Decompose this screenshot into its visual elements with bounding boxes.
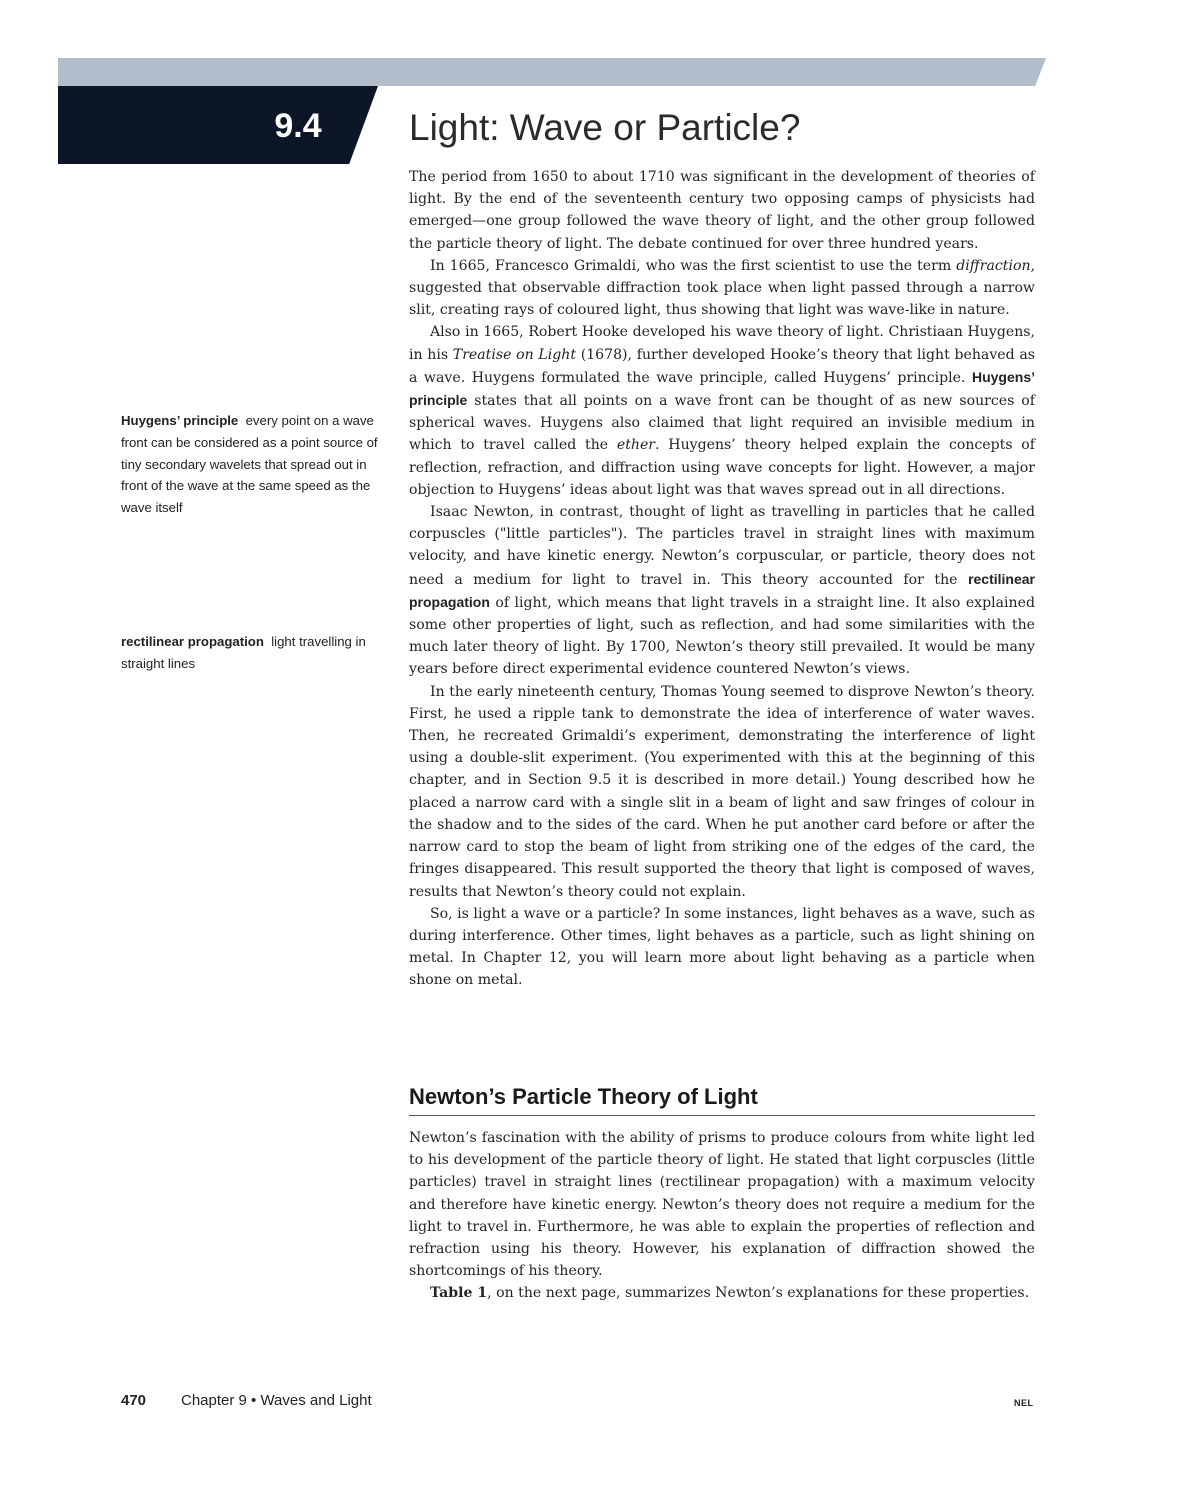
book-title: Treatise on Light: [452, 346, 576, 363]
margin-note-huygens: [121, 410, 379, 519]
margin-note-definition: every point on a wave front can be considered as a point source of tiny secondary wavelets that spread out in front of the wave at the same speed as the wave itself: [121, 413, 378, 516]
margin-note-term: rectilinear propagation: [121, 634, 264, 649]
body-text: [409, 166, 1035, 992]
header-band: [58, 58, 1046, 86]
paragraph: Newton’s fascination with the ability of prisms to produce colours from white light led to his development of the particle theory of light. He stated that light corpuscles (little particles) travel in straight lines (rectilinear propagation) with a maximum velocity and therefore have kinetic energy. Newton’s theory does not require a medium for the light to travel in. Furthermore, he was able to explain the properties of reflection and refraction using his theory. However, his explanation of diffraction showed the shortcomings of his theory.: [409, 1130, 1035, 1280]
table-reference[interactable]: Table 1: [430, 1285, 488, 1302]
paragraph: Also in 1665, Robert Hooke developed his wave theory of light. Christiaan Huygens, in his Treatise on Light (1678), further developed Hooke’s theory that light behaved as a wave. Huygens formulated the wave principle, called Huygens’ principle. Huygens’ principle states that all points on a wave front can be thought of as new sources of spherical waves. Huygens also claimed that light required an invisible medium in which to travel called the ether. Huygens’ theory helped explain the concepts of reflection, refraction, and diffraction using wave concepts for light. However, a major objection to Huygens’ ideas about light was that waves spread out in all directions.: [409, 324, 1035, 498]
section-number: 9.4: [274, 107, 322, 145]
margin-note-rectilinear: [121, 631, 379, 675]
subsection-text: [409, 1127, 1035, 1305]
term-ether: ether: [616, 437, 656, 454]
paragraph: The period from 1650 to about 1710 was significant in the development of theories of light. By the end of the seventeenth century two opposing camps of physicists had emerged—one group followed the wave theory of light, and the other group followed the particle theory of light. The debate continued for over three hundred years.: [409, 169, 1035, 252]
subsection-heading: Newton’s Particle Theory of Light: [409, 1084, 1035, 1116]
paragraph: Table 1, on the next page, summarizes Newton’s explanations for these properties.: [430, 1285, 1030, 1302]
paragraph: So, is light a wave or a particle? In some instances, light behaves as a wave, such as during interference. Other times, light behaves as a particle, such as light shining on metal. In Chapter 12, you will learn more about light behaving as a particle when shone on metal.: [409, 905, 1035, 989]
section-title: Light: Wave or Particle?: [409, 107, 801, 148]
publisher-mark: NEL: [1014, 1398, 1034, 1408]
key-term-rectilinear: rectilinear propagation: [409, 570, 1035, 610]
paragraph: Isaac Newton, in contrast, thought of light as travelling in particles that he called corpuscles ("little particles"). The particles travel in straight lines with maximum velocity, and have kinetic energy. Newton’s corpuscular, or particle, theory does not need a medium for light to travel in. This theory accounted for the rectilinear propagation of light, which means that light travels in a straight line. It also explained some other properties of light, such as reflection, and had some similarities with the much later theory of light. By 1700, Newton’s theory still prevailed. It would be many years before direct experimental evidence countered Newton’s views.: [409, 504, 1035, 678]
key-term-huygens: Huygens’ principle: [409, 368, 1035, 409]
paragraph: In the early nineteenth century, Thomas Young seemed to disprove Newton’s theory. First, he used a ripple tank to demonstrate the idea of interference of water waves. Then, he recreated Grimaldi’s experiment, demonstrating the interference of light using a double-slit experiment. (You experimented with this at the beginning of this chapter, and in Section 9.5 it is described in more detail.) Young described how he placed a narrow card with a single slit in a beam of light and saw fringes of colour in the shadow and to the sides of the card. When he put another card before or after the narrow card to stop the beam of light from striking one of the edges of the card, the fringes disappeared. This result supported the theory that light is composed of waves, results that Newton’s theory could not explain.: [409, 683, 1035, 900]
chapter-label: Chapter 9 • Waves and Light: [181, 1392, 372, 1409]
page-number: 470: [121, 1392, 147, 1409]
term-diffraction: diffraction: [956, 257, 1031, 274]
margin-note-definition: light travelling in straight lines: [121, 634, 366, 671]
margin-note-term: Huygens’ principle: [121, 413, 239, 428]
paragraph: In 1665, Francesco Grimaldi, who was the first scientist to use the term diffraction, suggested that observable diffraction took place when light passed through a narrow slit, creating rays of coloured light, thus showing that light was wave-like in nature.: [409, 257, 1035, 319]
